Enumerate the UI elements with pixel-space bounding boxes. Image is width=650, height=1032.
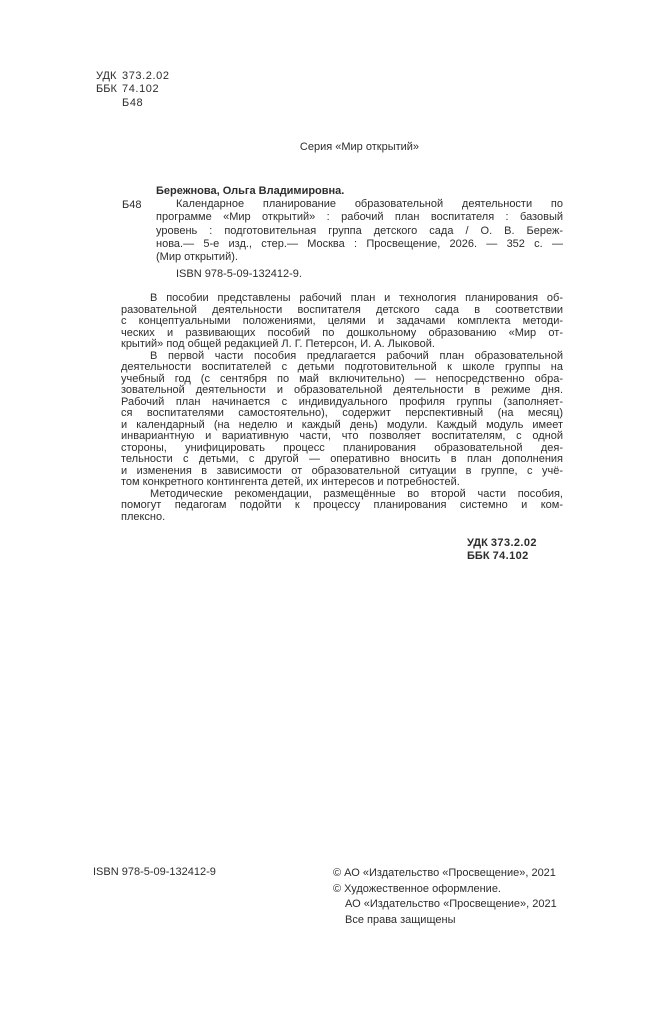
bib-entry-line: (Мир открытий). bbox=[156, 251, 238, 264]
bbk-label: ББК bbox=[96, 83, 117, 96]
author-sign-value: Б48 bbox=[122, 96, 144, 109]
annotation-line: помогут педагогам подойти к процессу планирования системно и ком- bbox=[121, 499, 563, 511]
bib-isbn: ISBN 978-5-09-132412-9. bbox=[176, 268, 302, 280]
udk-label: УДК bbox=[96, 70, 117, 82]
author-sign-row bbox=[96, 97, 170, 110]
annotation-line: разовательной деятельности воспитателя детского сада в соответствии bbox=[121, 303, 563, 316]
annotation-line: с концептуальными положениями, целями и задачами комплекта методи- bbox=[121, 315, 563, 327]
annotation-line: Рабочий план начинается с индивидуального профиля группы (заполняет- bbox=[121, 395, 563, 408]
annotation-line: тельности с детьми, с другой — оперативно вносить в план дополнения bbox=[121, 453, 563, 465]
bib-entry-line: программе «Мир открытий» : рабочий план воспитателя : базовый bbox=[156, 211, 563, 224]
annotation-line: В первой части пособия предлагается рабочий план образовательной bbox=[150, 349, 563, 362]
annotation-line: В пособии представлены рабочий план и технология планирования об- bbox=[150, 292, 563, 304]
bbk-code-row bbox=[96, 83, 170, 96]
bib-margin-code: Б48 bbox=[122, 199, 142, 211]
top-classification-codes bbox=[96, 70, 170, 110]
bib-entry-line: нова.— 5-е изд., стер.— Москва : Просвещение, 2026. — 352 с. — bbox=[156, 237, 563, 250]
annotation-line: деятельности воспитателей с детьми подготовительной к школе группы на bbox=[121, 361, 563, 373]
series-title: Серия «Мир открытий» bbox=[299, 141, 420, 153]
annotation-line: учебный год (с сентября по май включительно) — непосредственно обра- bbox=[121, 372, 563, 385]
copyright-block bbox=[333, 866, 557, 928]
bib-entry-line: уровень : подготовительная группа детского сада / О. В. Береж- bbox=[156, 224, 563, 237]
annotation-line: ся воспитателями самостоятельно), содержит перспективный (на месяц) bbox=[121, 407, 563, 419]
bottom-classification-codes bbox=[467, 537, 537, 562]
udk-value: 373.2.02 bbox=[122, 70, 170, 82]
annotation-line: зовательной деятельности и образовательной деятельности в режиме дня. bbox=[121, 384, 563, 396]
annotation-line: плексно. bbox=[121, 510, 166, 523]
bbk-code-row-bottom bbox=[467, 550, 537, 563]
udk-code-row-bottom bbox=[467, 537, 537, 550]
bib-author: Бережнова, Ольга Владимировна. bbox=[156, 185, 345, 197]
annotation-line: инвариантную и вариативную части, что позволяет воспитателям, с одной bbox=[121, 430, 563, 442]
annotation-line: и календарный (на неделю и каждый день) модули. Каждый модуль имеет bbox=[121, 418, 563, 431]
udk-label-bottom: УДК bbox=[467, 537, 488, 549]
bib-entry-line: Календарное планирование образовательной деятельности по bbox=[176, 198, 563, 210]
copyright-line: © Художественное оформление. bbox=[333, 882, 501, 895]
annotation-line: крытий» под общей редакцией Л. Г. Петерсон, И. А. Лыковой. bbox=[121, 338, 435, 350]
annotation-line: ческих и развивающих пособий по дошкольному образованию «Мир от- bbox=[121, 326, 563, 339]
annotation-line: стороны, унифицировать процесс планирования образовательной дея- bbox=[121, 441, 563, 454]
copyright-line: Все права защищены bbox=[345, 913, 456, 926]
footer-isbn: ISBN 978-5-09-132412-9 bbox=[93, 866, 216, 878]
annotation-line: Методические рекомендации, размещённые во второй части пособия, bbox=[150, 487, 563, 500]
copyright-line: АО «Издательство «Просвещение», 2021 bbox=[345, 898, 557, 910]
bbk-value-bottom: 74.102 bbox=[492, 549, 529, 562]
udk-code-row bbox=[96, 70, 170, 83]
copyright-line: © АО «Издательство «Просвещение», 2021 bbox=[333, 867, 556, 879]
annotation-line: том конкретного контингента детей, их интересов и потребностей. bbox=[121, 476, 460, 488]
bib-entry bbox=[156, 198, 563, 264]
annotation-line: и изменения в зависимости от образовательной ситуации в группе, с учё- bbox=[121, 464, 563, 477]
annotation-block bbox=[121, 293, 563, 523]
udk-value-bottom: 373.2.02 bbox=[490, 537, 537, 549]
bbk-label-bottom: ББК bbox=[467, 549, 490, 562]
bbk-value: 74.102 bbox=[122, 83, 160, 96]
